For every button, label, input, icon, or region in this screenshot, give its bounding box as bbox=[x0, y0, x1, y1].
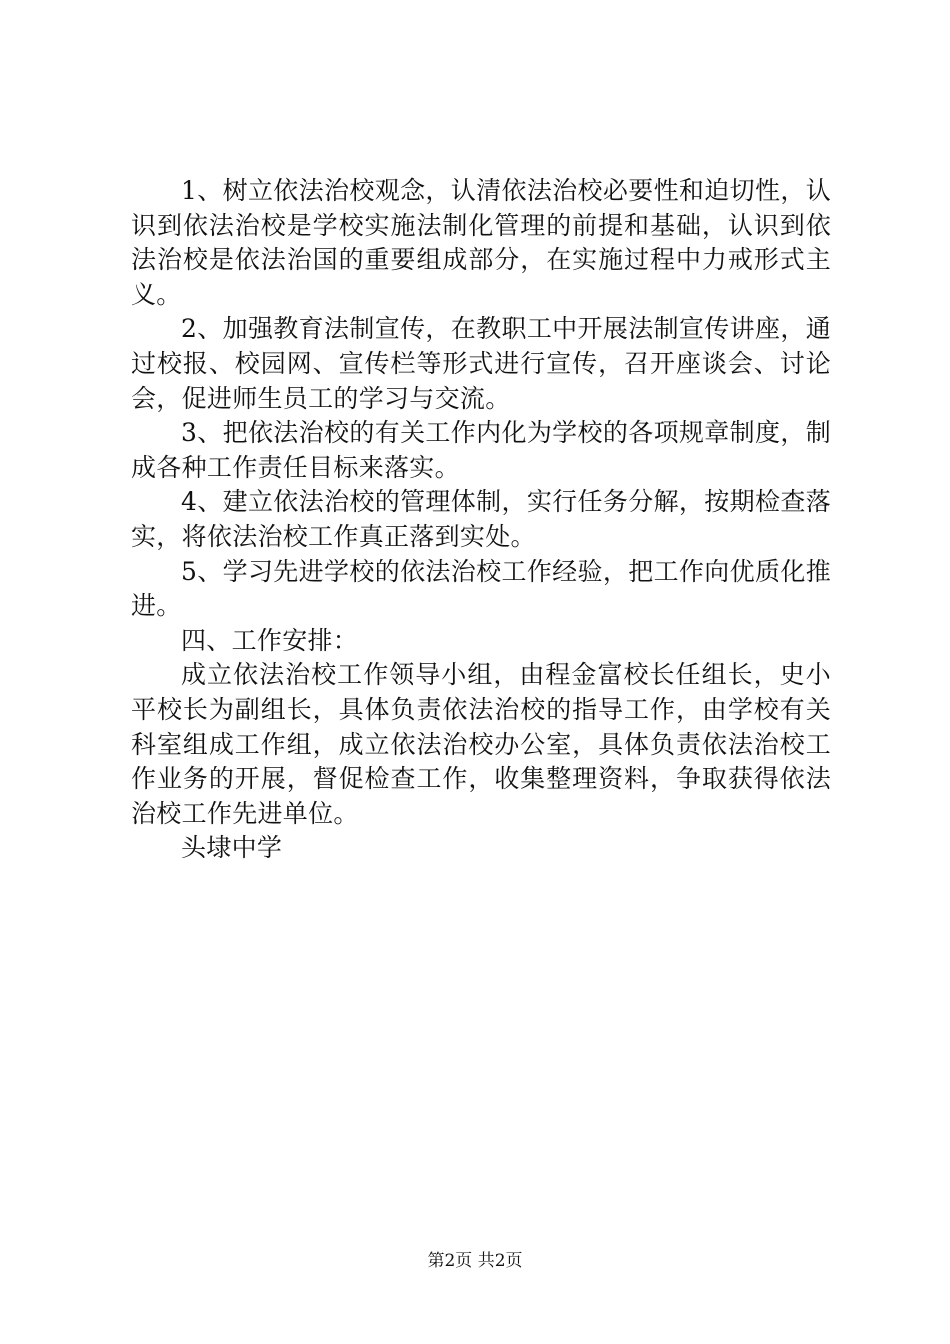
signature-school-name: 头埭中学 bbox=[181, 833, 283, 863]
paragraph-work-arrangement: 成立依法治校工作领导小组，由程金富校长任组长，史小平校长为副组长，具体负责依法治校的指导工作，由学校有关科室组成工作组，成立依法治校办公室，具体负责依法治校工作业务的开展，督促检查工作，收集整理资料，争取获得依法治校工作先进单位。 bbox=[131, 660, 831, 828]
document-body bbox=[131, 174, 831, 866]
page-footer: 第2页 共2页 bbox=[427, 1251, 523, 1271]
section-heading-work-arrangement: 四、工作安排： bbox=[181, 625, 359, 655]
paragraph-item-4: 4、建立依法治校的管理体制，实行任务分解，按期检查落实，将依法治校工作真正落到实处。 bbox=[131, 487, 831, 551]
paragraph-item-2: 2、加强教育法制宣传，在教职工中开展法制宣传讲座，通过校报、校园网、宣传栏等形式进行宣传，召开座谈会、讨论会，促进师生员工的学习与交流。 bbox=[131, 314, 831, 413]
paragraph-item-1: 1、树立依法治校观念，认清依法治校必要性和迫切性，认识到依法治校是学校实施法制化管理的前提和基础，认识到依法治校是依法治国的重要组成部分，在实施过程中力戒形式主义。 bbox=[131, 176, 831, 309]
paragraph-item-5: 5、学习先进学校的依法治校工作经验，把工作向优质化推进。 bbox=[131, 556, 831, 621]
paragraph-item-3: 3、把依法治校的有关工作内化为学校的各项规章制度，制成各种工作责任目标来落实。 bbox=[131, 418, 831, 482]
